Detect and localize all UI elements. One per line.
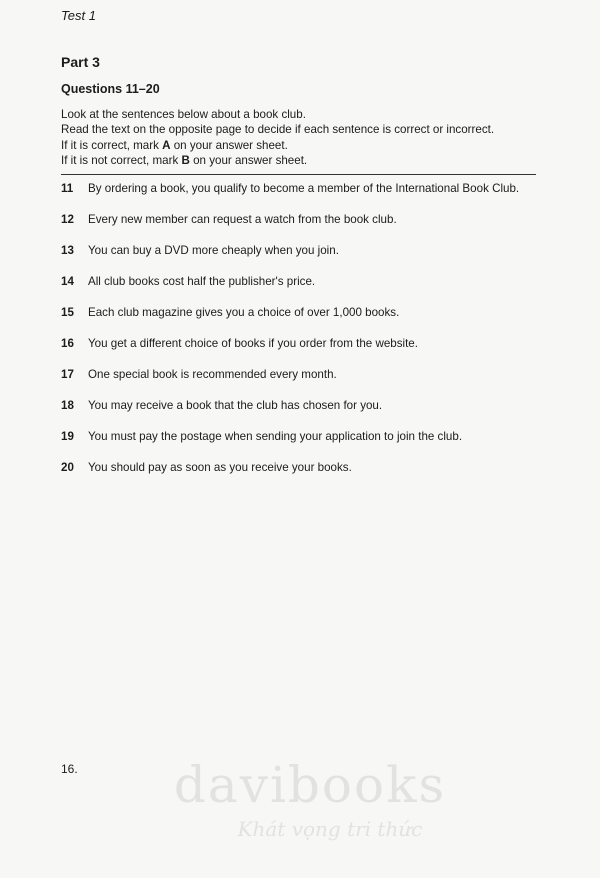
watermark-tagline: Khát vọng tri thức (237, 817, 423, 841)
part-title: Part 3 (61, 54, 100, 70)
instruction-line: Read the text on the opposite page to decide if each sentence is correct or incorrect. (61, 123, 495, 137)
question-text: You should pay as soon as you receive your books. (88, 461, 352, 474)
question-item (61, 461, 352, 477)
question-text: All club books cost half the publisher's price. (88, 275, 316, 288)
question-item (61, 306, 399, 322)
question-item (61, 337, 418, 353)
question-text: Each club magazine gives you a choice of over 1,000 books. (88, 306, 400, 319)
instruction-line: Look at the sentences below about a book club. (61, 108, 306, 121)
question-number: 20 (61, 461, 74, 474)
instruction-line: If it is correct, mark A on your answer sheet. (61, 138, 288, 152)
question-number: 15 (61, 306, 74, 319)
page-number: 16. (61, 762, 78, 776)
running-header: Test 1 (61, 8, 96, 23)
question-item (61, 182, 519, 198)
questions-range-heading: Questions 11–20 (61, 82, 160, 96)
instructions (61, 107, 541, 169)
question-item (61, 244, 339, 260)
question-number: 14 (61, 275, 74, 288)
question-item (61, 275, 315, 291)
question-number: 12 (61, 213, 74, 226)
instruction-line: If it is not correct, mark B on your answer sheet. (61, 154, 308, 168)
question-item (61, 368, 337, 384)
answer-letter: B (181, 154, 190, 168)
question-text: Every new member can request a watch from the book club. (88, 213, 397, 226)
question-text: One special book is recommended every month. (88, 368, 337, 381)
question-text: You can buy a DVD more cheaply when you join. (88, 244, 339, 257)
watermark-logo (160, 755, 460, 841)
question-text: You may receive a book that the club has chosen for you. (88, 399, 383, 412)
question-number: 11 (61, 182, 74, 195)
watermark-brand: davibooks (173, 756, 447, 814)
question-text: You must pay the postage when sending your application to join the club. (88, 430, 463, 443)
question-number: 19 (61, 430, 74, 443)
question-number: 13 (61, 244, 74, 257)
question-number: 16 (61, 337, 74, 350)
question-number: 17 (61, 368, 74, 381)
question-text: By ordering a book, you qualify to become a member of the International Book Club. (88, 182, 520, 195)
question-text: You get a different choice of books if you order from the website. (88, 337, 418, 350)
section-divider (61, 174, 536, 175)
question-item (61, 213, 397, 229)
answer-letter: A (162, 138, 171, 152)
question-item (61, 430, 462, 446)
question-item (61, 399, 382, 415)
question-number: 18 (61, 399, 74, 412)
